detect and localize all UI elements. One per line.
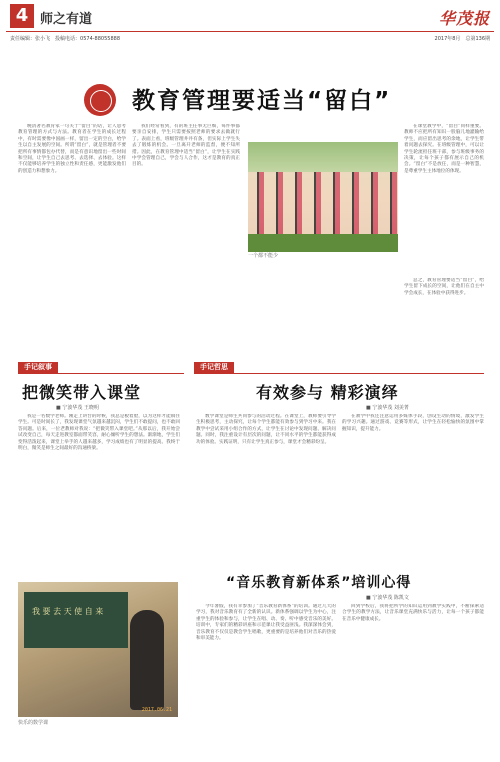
issue-number: 总第136期 (465, 36, 490, 42)
photo-caption: 一个都不能少 (248, 253, 279, 259)
photo-date: 2017.06.21 (141, 707, 172, 713)
page-header (6, 4, 494, 42)
article-title: 把微笑带入课堂 (22, 383, 142, 402)
article-body (196, 414, 336, 568)
article-title: 有效参与 精彩演绎 (256, 383, 399, 402)
body-text: 回到学校后，我将把所学的知识运用到教学实践中，不断探索适合学生的教学方法，让音乐课堂充满快乐与活力，让每一个孩子都能在音乐中健康成长。 (342, 604, 484, 622)
byline: ■ 宁波华茂 刘美菁 (366, 405, 409, 411)
body-text: 晚清著名教育家一句关于“留白”的话，让人思考教育管理的方式与方法。教育者在学生的成长过程中，有时需要像中国画一样，留出一定的空白，给学生以自主发展的空间。所谓“留白”，就是管理者不要把所有事情都包办代替，而是有意识地留出一些时间和空间，让学生自己去思考、去选择、去体验。这样不仅能够培养学生的独立性和责任感，更能激发他们的创造力和想象力。 (18, 124, 126, 174)
section-tag: 手记哲思 (194, 362, 234, 373)
body-text: 总之，教育管理要适当“留白”，给学生留下成长的空间，让他们在自主中学会成长，在体验中获得进步。 (404, 278, 484, 296)
article-body (18, 414, 180, 578)
newspaper-logo: 华茂报 (438, 9, 490, 28)
blackboard-text: 我 要 去 天 使 自 来 (32, 607, 104, 616)
section-name: 师之有道 (40, 12, 93, 27)
body-text: 在教学中我还注意运用多媒体手段，创设生动的情境，激发学生的学习兴趣。通过游戏、竞赛等形式，让学生在轻松愉快的氛围中掌握知识，提升能力。 (342, 414, 484, 432)
editor-credit: 责任编辑：张小飞 (10, 36, 51, 42)
classroom-photo (18, 582, 178, 717)
article-body (342, 604, 484, 754)
article-column-4 (404, 278, 484, 354)
article-column-2 (132, 124, 240, 354)
issue-date: 2017年8月 (434, 36, 461, 42)
contact-phone: 投稿电话：0574-88055888 (55, 36, 121, 42)
article-body (342, 414, 484, 568)
body-text: 我们经常看到，有的班主任事无巨细，每件事都要亲自安排，学生只需要按照老师的要求去做就行了。表面上看，班级管理井井有条，但实际上学生失去了锻炼的机会。一旦离开老师的监督，便不知所措。因此，在教育管理中适当“留白”，让学生在实践中学会管理自己，学会与人合作，这才是教育的真正目的。 (132, 124, 240, 168)
headline: 教育管理要适当“留白” (132, 88, 392, 114)
article-column-3 (404, 124, 484, 274)
divider (18, 373, 184, 374)
byline: ■ 宁波华茂 陈凯文 (366, 595, 409, 601)
article-column-1 (18, 124, 126, 354)
section-tag: 手记叙事 (18, 362, 58, 373)
body-text: 在课堂教学中，“留白”同样重要。教师不应把所有知识一股脑儿地灌输给学生，而应留出思考的余地，让学生带着问题去探究。在班级管理中，可以让学生轮流担任班干部，参与班级事务的决策，让每个孩子都有展示自己的机会。“留白”不是放任，而是一种智慧，是尊重学生主体地位的体现。 (404, 124, 484, 174)
page-number-badge: 4 (10, 4, 34, 28)
byline: ■ 宁波华茂 王晓明 (56, 405, 99, 411)
students-photo (248, 142, 398, 252)
article-body (196, 604, 336, 754)
header-meta (6, 31, 494, 42)
photo-caption: 快乐的数学课 (18, 720, 49, 726)
body-text: 数学课堂是师生共同参与的活动过程。在课堂上，教师要引导学生积极思考，主动探究，让每个学生都能有效参与到学习中来。我在教学中尝试采用小组合作的方式，让学生在讨论中发现问题、解决问题。同时，我注重设计有层次的问题，让不同水平的学生都能获得成功的体验。实践证明，只有让学生真正参与，课堂才会精彩纷呈。 (196, 414, 336, 445)
body-text: 我是一名数学老师。刚走上讲台的时候，我总是板着脸，以为这样才能镇住学生。可是时间长了，我发现课堂气氛越来越沉闷，学生们不敢提问，也不敢回答问题。后来，一位老教师对我说：“把微笑带入课堂吧。”从那以后，我开始尝试改变自己，每天走进教室都面带笑容，耐心倾听学生的想法。渐渐地，学生们变得活泼起来，课堂上举手的人越来越多，学习成绩也有了明显的提高。我终于明白，微笑是师生之间最好的沟通桥梁。 (18, 414, 180, 452)
body-text: 今年暑假，我有幸参加了“音乐教育新体系”的培训。通过几天的学习，我对音乐教育有了全新的认识。新体系强调以学生为中心，注重学生的体验和参与，让学生在唱、动、奏、听中感受音乐的美好。培训中，专家们的精彩讲座和示范课让我受益匪浅。我深深体会到，音乐教育不仅仅是教会学生唱歌，更重要的是培养他们对音乐的热爱和审美能力。 (196, 604, 336, 642)
divider (194, 373, 484, 374)
article-title: “音乐教育新体系”培训心得 (226, 575, 412, 591)
seal-icon (84, 84, 116, 116)
